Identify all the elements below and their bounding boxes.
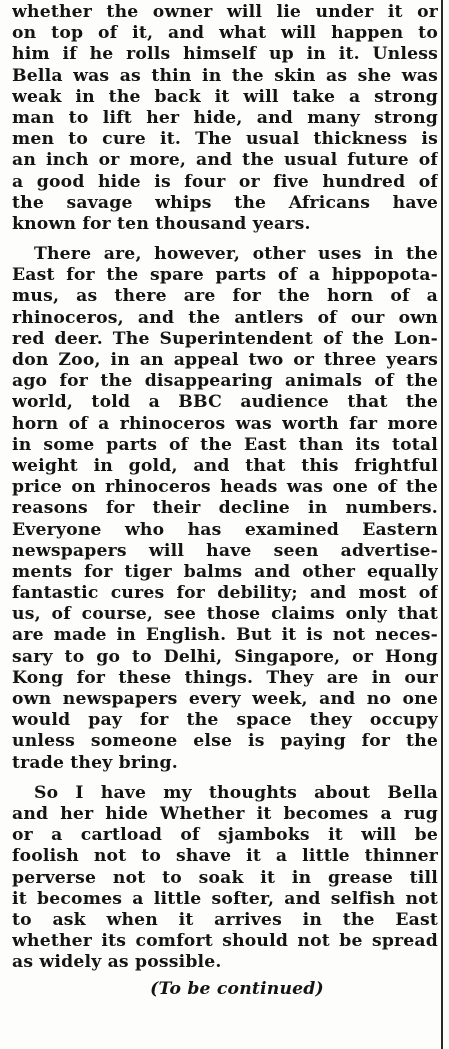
text-line: it becomes a little softer, and selfish not (12, 888, 438, 909)
text-line: him if he rolls himself up in it. Unless (12, 44, 438, 65)
text-line: horn of a rhinoceros was worth far more (12, 413, 438, 434)
text-line: an inch or more, and the usual future of (12, 150, 438, 171)
text-line: known for ten thousand years. (12, 213, 311, 234)
text-line: red deer. The Superintendent of the Lon- (12, 328, 438, 349)
text-line: trade they bring. (12, 752, 178, 773)
paragraph-gap (12, 774, 438, 783)
text-line: are made in English. But it is not neces- (12, 625, 438, 646)
text-line: own newspapers every week, and no one (12, 689, 438, 709)
text-line: whether its comfort should not be spread (12, 931, 438, 952)
text-line: the savage whips the Africans have (12, 192, 438, 213)
text-line: Bella was as thin in the skin as she was (12, 65, 438, 86)
text-line: newspapers will have seen advertise- (12, 540, 438, 561)
text-line: price on rhinoceros heads was one of the (12, 477, 438, 498)
text-line: men to cure it. The usual thickness is (12, 129, 438, 150)
text-line: on top of it, and what will happen to (12, 23, 438, 44)
text-line: sary to go to Delhi, Singapore, or Hong (12, 646, 438, 667)
text-line: unless someone else is paying for the (12, 731, 438, 752)
to-be-continued-note: (To be continued) (150, 979, 324, 1000)
text-line: to ask when it arrives in the East (12, 909, 438, 930)
text-line: East for the spare parts of a hippopota- (12, 265, 438, 286)
text-line: ago for the disappearing animals of the (12, 371, 438, 392)
paragraph-1 (12, 0, 438, 235)
paragraph-3 (12, 783, 438, 974)
text-line: weight in gold, and that this frightful (12, 455, 438, 476)
text-line: perverse not to soak it in grease till (12, 867, 438, 888)
text-line: ments for tiger balms and other equally (12, 561, 438, 582)
paragraph-gap (12, 235, 438, 244)
text-line: So I have my thoughts about Bella (34, 782, 438, 803)
text-line: us, of course, see those claims only that (12, 604, 438, 625)
text-line: man to lift her hide, and many strong (12, 107, 438, 128)
text-line: in some parts of the East than its total (12, 434, 438, 455)
text-line: world, told a BBC audience that the (12, 392, 438, 413)
text-line: foolish not to shave it a little thinner (12, 846, 438, 867)
article-column (12, 0, 438, 1001)
text-line: a good hide is four or five hundred of (12, 171, 438, 192)
text-line: rhinoceros, and the antlers of our own (12, 307, 438, 328)
text-line: fantastic cures for debility; and most of (12, 583, 438, 604)
text-line: Everyone who has examined Eastern (12, 519, 438, 540)
text-line: as widely as possible. (12, 952, 222, 973)
text-line: mus, as there are for the horn of a (12, 286, 438, 307)
text-line: and her hide Whether it becomes a rug (12, 803, 438, 824)
paragraph-2 (12, 244, 438, 774)
text-line: don Zoo, in an appeal two or three years (12, 350, 438, 370)
text-line: whether the owner will lie under it or (12, 2, 438, 22)
text-line: Kong for these things. They are in our (12, 667, 438, 688)
text-line: weak in the back it will take a strong (12, 86, 438, 107)
column-rule (441, 0, 443, 1049)
text-line: reasons for their decline in numbers. (12, 498, 438, 519)
text-line: would pay for the space they occupy (12, 710, 438, 731)
text-line: There are, however, other uses in the (34, 244, 438, 265)
text-line: or a cartload of sjamboks it will be (12, 825, 438, 846)
